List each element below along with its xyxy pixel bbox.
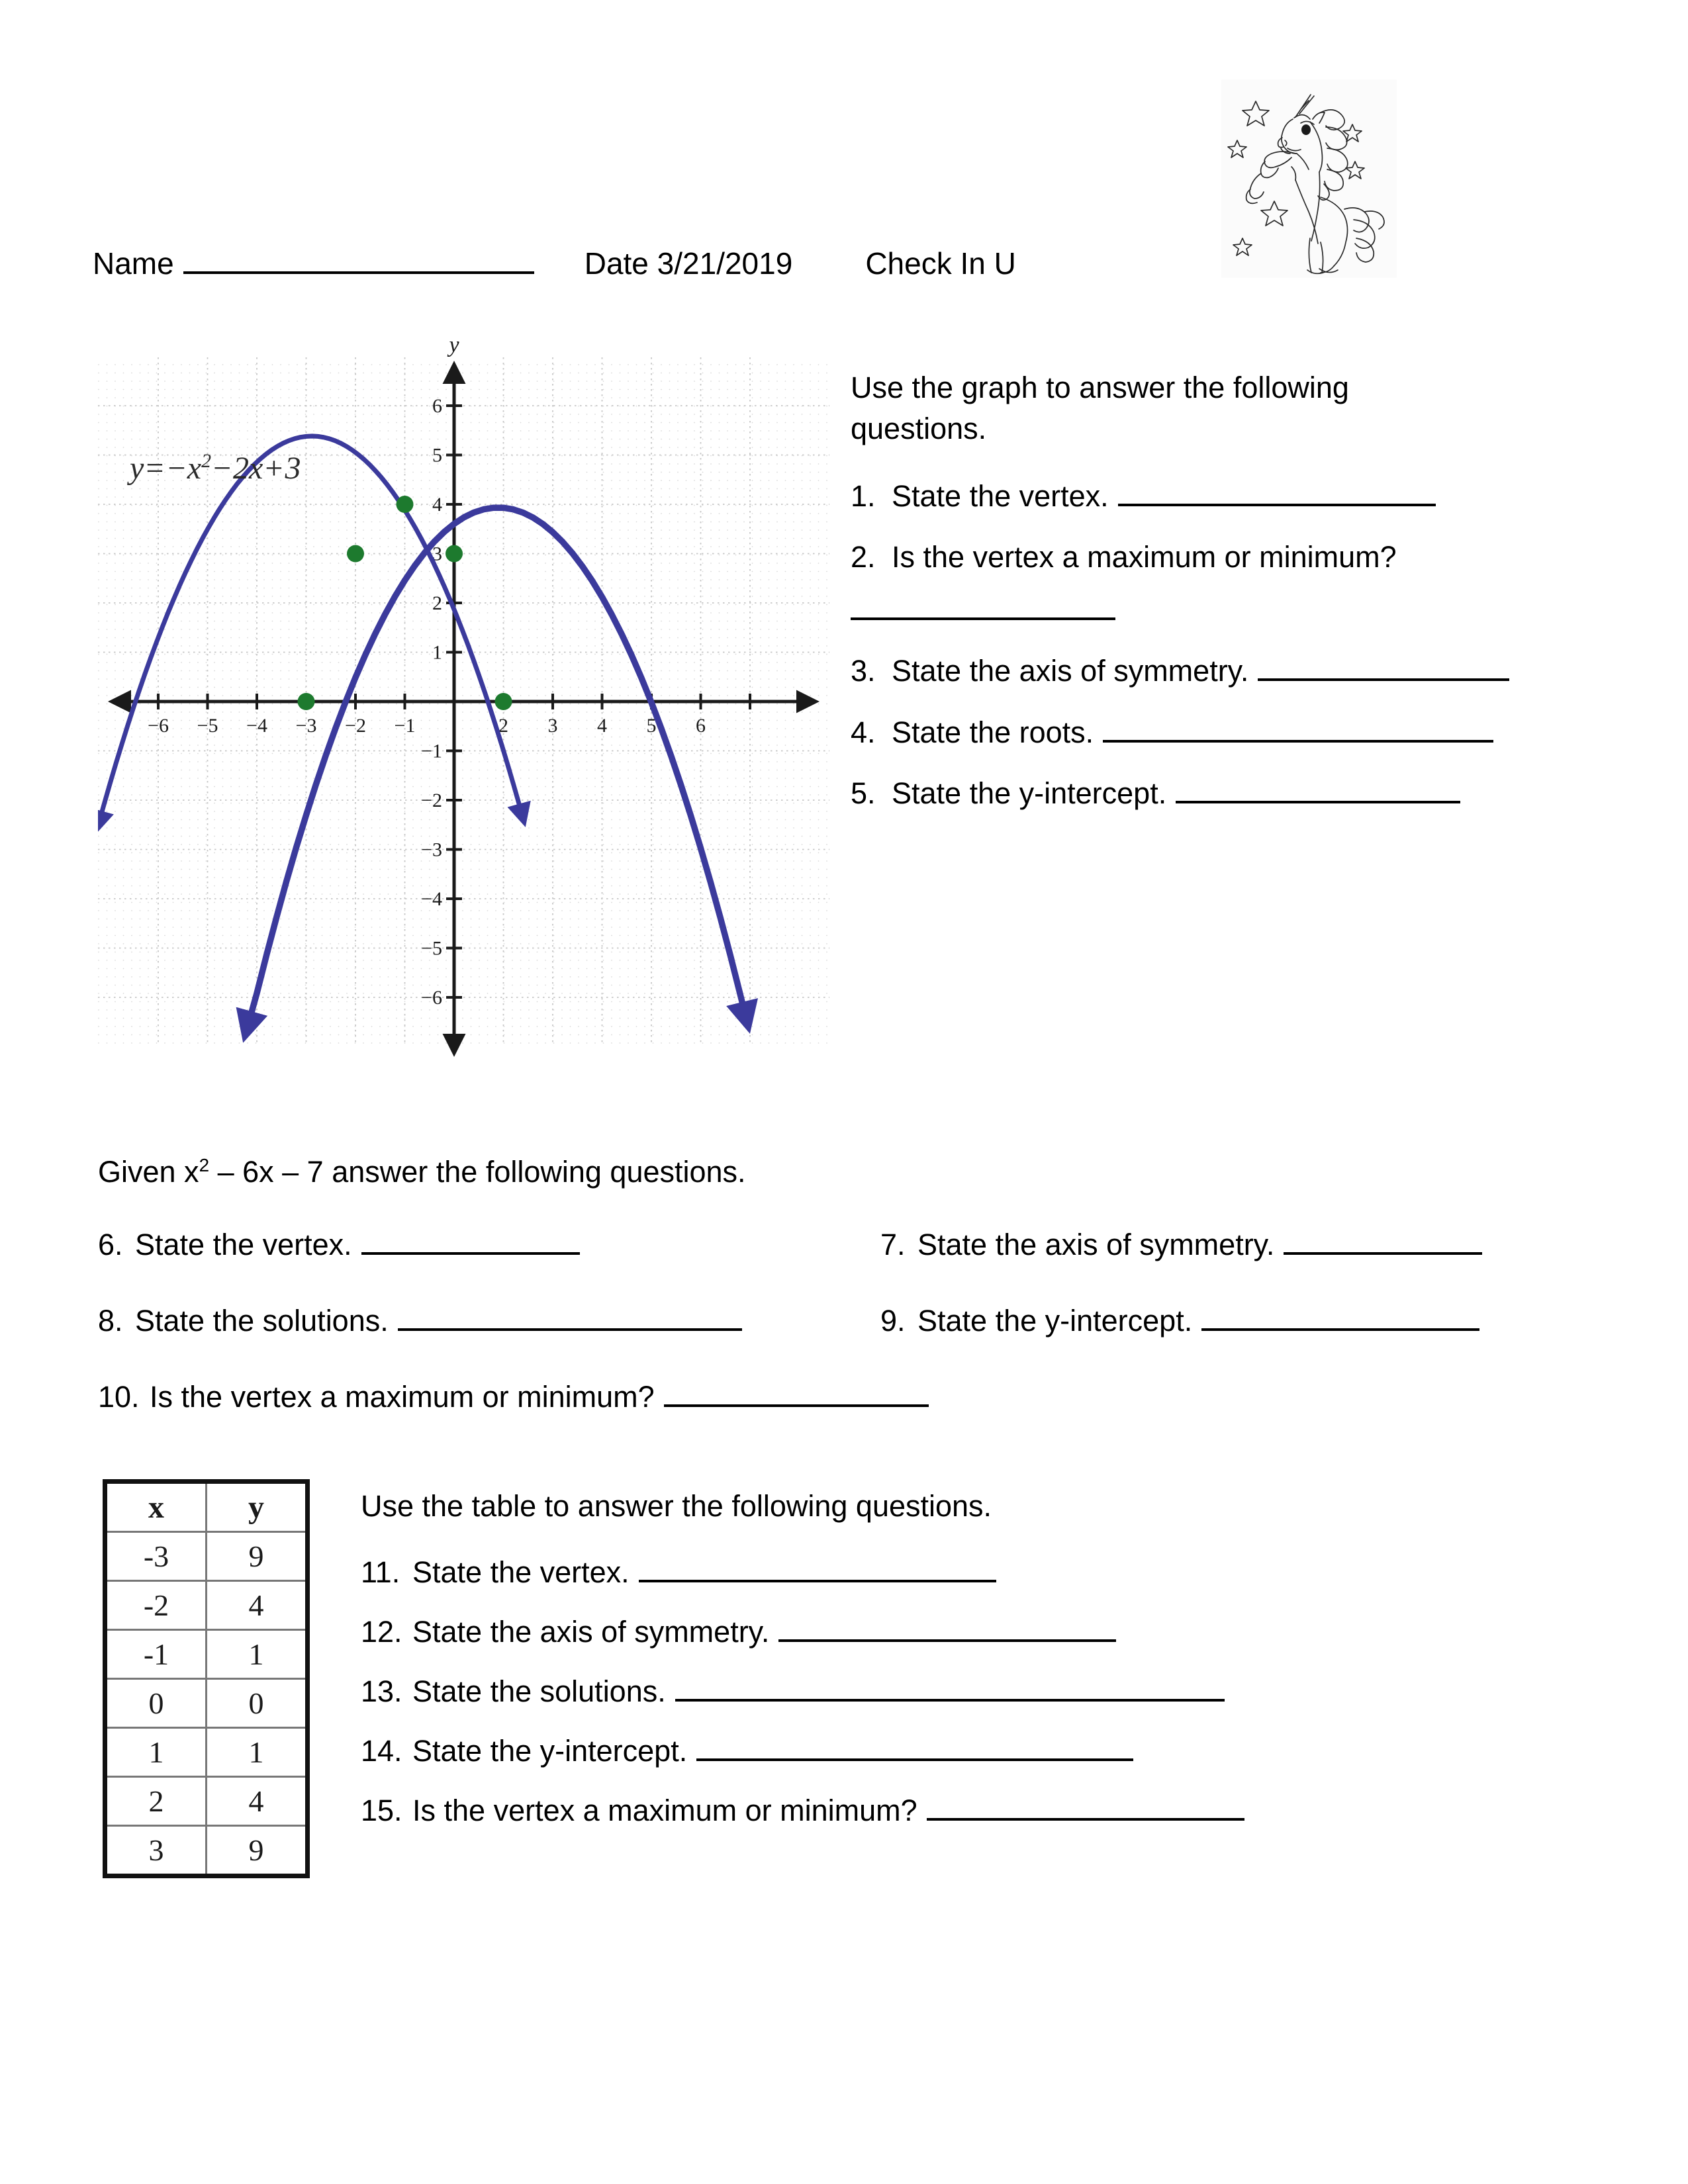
svg-text:2: 2 bbox=[498, 715, 508, 737]
question-10-answer-blank[interactable] bbox=[664, 1380, 929, 1407]
svg-text:4: 4 bbox=[432, 494, 442, 516]
unicorn-logo bbox=[1221, 79, 1397, 278]
question-2-number: 2. bbox=[851, 540, 876, 574]
question-14-number: 14. bbox=[361, 1734, 402, 1768]
question-5 bbox=[851, 773, 1632, 814]
root-point-neg3 bbox=[298, 693, 315, 710]
table-row bbox=[105, 1630, 308, 1679]
table-row bbox=[105, 1679, 308, 1728]
table-cell-y: 4 bbox=[207, 1777, 308, 1826]
question-10 bbox=[98, 1380, 929, 1414]
question-1-number: 1. bbox=[851, 479, 876, 514]
question-8 bbox=[98, 1304, 742, 1338]
question-9 bbox=[880, 1304, 1479, 1338]
given-exponent: 2 bbox=[199, 1155, 210, 1175]
question-3-number: 3. bbox=[851, 654, 876, 688]
question-1 bbox=[851, 476, 1632, 517]
table-header-row bbox=[105, 1482, 308, 1532]
equation-minus: − bbox=[212, 451, 232, 486]
svg-text:−1: −1 bbox=[421, 740, 442, 762]
question-15-text: Is the vertex a maximum or minimum? bbox=[412, 1794, 917, 1827]
svg-text:−2: −2 bbox=[421, 790, 442, 811]
table-cell-y: 0 bbox=[207, 1679, 308, 1728]
question-12-number: 12. bbox=[361, 1615, 402, 1649]
question-7-answer-blank[interactable] bbox=[1284, 1228, 1482, 1255]
check-in-label: Check In U bbox=[865, 246, 1016, 281]
name-blank-line[interactable] bbox=[183, 245, 534, 274]
question-12-answer-blank[interactable] bbox=[778, 1615, 1116, 1642]
question-13-text: State the solutions. bbox=[412, 1674, 666, 1708]
question-9-answer-blank[interactable] bbox=[1201, 1304, 1479, 1331]
question-12-text: State the axis of symmetry. bbox=[412, 1615, 770, 1649]
question-5-number: 5. bbox=[851, 776, 876, 810]
table-cell-y: 9 bbox=[207, 1826, 308, 1876]
given-prefix: Given x bbox=[98, 1155, 199, 1189]
svg-text:4: 4 bbox=[597, 715, 607, 737]
table-row bbox=[105, 1777, 308, 1826]
question-3-text: State the axis of symmetry. bbox=[892, 654, 1249, 688]
question-15-number: 15. bbox=[361, 1794, 402, 1827]
table-cell-x: -1 bbox=[105, 1630, 207, 1679]
xy-value-table bbox=[103, 1479, 310, 1878]
question-3-answer-blank[interactable] bbox=[1258, 655, 1509, 682]
graph-equation-label bbox=[130, 450, 301, 486]
question-8-number: 8. bbox=[98, 1304, 123, 1338]
question-6-number: 6. bbox=[98, 1228, 123, 1261]
svg-text:y: y bbox=[449, 333, 459, 357]
root-point-1 bbox=[495, 693, 512, 710]
svg-text:−5: −5 bbox=[421, 937, 442, 960]
equation-y: y bbox=[130, 451, 144, 486]
graph-questions-block bbox=[851, 367, 1632, 834]
table-questions-block bbox=[361, 1489, 1552, 1853]
svg-text:3: 3 bbox=[432, 543, 442, 565]
table-cell-x: 1 bbox=[105, 1728, 207, 1777]
table-row bbox=[105, 1728, 308, 1777]
svg-text:−4: −4 bbox=[421, 888, 442, 910]
equation-constant: 3 bbox=[285, 451, 301, 486]
question-11-number: 11. bbox=[361, 1555, 400, 1589]
table-cell-x: 2 bbox=[105, 1777, 207, 1826]
svg-text:1: 1 bbox=[432, 641, 442, 664]
question-4-answer-blank[interactable] bbox=[1103, 715, 1493, 743]
question-14-text: State the y-intercept. bbox=[412, 1734, 688, 1768]
table-cell-y: 1 bbox=[207, 1728, 308, 1777]
table-cell-y: 4 bbox=[207, 1581, 308, 1630]
question-13 bbox=[361, 1674, 1552, 1709]
question-8-answer-blank[interactable] bbox=[398, 1304, 742, 1331]
svg-text:−5: −5 bbox=[197, 715, 218, 737]
question-15 bbox=[361, 1794, 1552, 1828]
question-4-text: State the roots. bbox=[892, 715, 1094, 749]
table-cell-x: -2 bbox=[105, 1581, 207, 1630]
table-cell-y: 9 bbox=[207, 1532, 308, 1581]
y-intercept-point bbox=[445, 545, 463, 563]
question-8-text: State the solutions. bbox=[135, 1304, 389, 1338]
vertex-point bbox=[397, 496, 414, 513]
svg-text:3: 3 bbox=[547, 715, 558, 737]
question-10-number: 10. bbox=[98, 1380, 140, 1414]
svg-text:6: 6 bbox=[696, 715, 706, 737]
table-cell-x: 0 bbox=[105, 1679, 207, 1728]
svg-text:5: 5 bbox=[432, 444, 442, 467]
question-10-text: Is the vertex a maximum or minimum? bbox=[150, 1380, 655, 1414]
table-header-y: y bbox=[207, 1482, 308, 1532]
question-9-number: 9. bbox=[880, 1304, 906, 1338]
svg-text:2: 2 bbox=[432, 592, 442, 614]
table-row bbox=[105, 1581, 308, 1630]
table-questions-intro: Use the table to answer the following questions. bbox=[361, 1489, 992, 1523]
question-1-answer-blank[interactable] bbox=[1118, 479, 1436, 506]
question-3 bbox=[851, 651, 1632, 692]
question-1-text: State the vertex. bbox=[892, 479, 1109, 514]
question-7 bbox=[880, 1228, 1482, 1262]
svg-text:−2: −2 bbox=[345, 715, 366, 737]
table-cell-x: 3 bbox=[105, 1826, 207, 1876]
question-2-answer-blank[interactable] bbox=[851, 593, 1115, 620]
table-cell-y: 1 bbox=[207, 1630, 308, 1679]
point-neg2-3 bbox=[347, 545, 364, 563]
question-15-answer-blank[interactable] bbox=[927, 1794, 1244, 1821]
svg-text:−4: −4 bbox=[246, 715, 267, 737]
question-11-answer-blank[interactable] bbox=[639, 1555, 996, 1582]
question-14-answer-blank[interactable] bbox=[696, 1734, 1133, 1761]
table-row bbox=[105, 1532, 308, 1581]
table-header-x: x bbox=[105, 1482, 207, 1532]
date-label: Date 3/21/2019 bbox=[584, 246, 793, 281]
question-6-answer-blank[interactable] bbox=[361, 1228, 580, 1255]
given-rest: – 6x – 7 answer the following questions. bbox=[209, 1155, 746, 1189]
equation-equals: = bbox=[146, 451, 164, 486]
question-13-number: 13. bbox=[361, 1674, 402, 1708]
equation-linear-term: 2x bbox=[233, 451, 263, 486]
question-6 bbox=[98, 1228, 580, 1262]
question-11 bbox=[361, 1555, 1552, 1590]
question-12 bbox=[361, 1615, 1552, 1649]
svg-text:−1: −1 bbox=[394, 715, 416, 737]
question-4 bbox=[851, 712, 1632, 753]
question-7-number: 7. bbox=[880, 1228, 906, 1261]
equation-plus: + bbox=[265, 451, 283, 486]
question-4-number: 4. bbox=[851, 715, 876, 749]
equation-body: −x bbox=[165, 451, 202, 486]
svg-text:−6: −6 bbox=[148, 715, 169, 737]
question-9-text: State the y-intercept. bbox=[917, 1304, 1193, 1338]
table-cell-x: -3 bbox=[105, 1532, 207, 1581]
svg-text:−6: −6 bbox=[421, 987, 442, 1009]
svg-text:6: 6 bbox=[432, 395, 442, 417]
question-7-text: State the axis of symmetry. bbox=[917, 1228, 1275, 1261]
question-11-text: State the vertex. bbox=[412, 1555, 630, 1589]
table-row bbox=[105, 1826, 308, 1876]
question-5-text: State the y-intercept. bbox=[892, 776, 1167, 810]
question-13-answer-blank[interactable] bbox=[675, 1674, 1225, 1702]
given-expression-line bbox=[98, 1155, 746, 1189]
question-5-answer-blank[interactable] bbox=[1176, 776, 1460, 803]
svg-text:−3: −3 bbox=[421, 839, 442, 861]
question-2-text: Is the vertex a maximum or minimum? bbox=[892, 540, 1397, 574]
question-14 bbox=[361, 1734, 1552, 1768]
question-2 bbox=[851, 537, 1632, 631]
svg-text:−3: −3 bbox=[295, 715, 317, 737]
parabola-graph bbox=[98, 331, 829, 1072]
svg-text:5: 5 bbox=[646, 715, 657, 737]
graph-questions-intro: Use the graph to answer the following questions. bbox=[851, 371, 1349, 446]
name-label: Name bbox=[93, 246, 174, 281]
equation-exponent: 2 bbox=[201, 450, 211, 472]
question-6-text: State the vertex. bbox=[135, 1228, 352, 1261]
